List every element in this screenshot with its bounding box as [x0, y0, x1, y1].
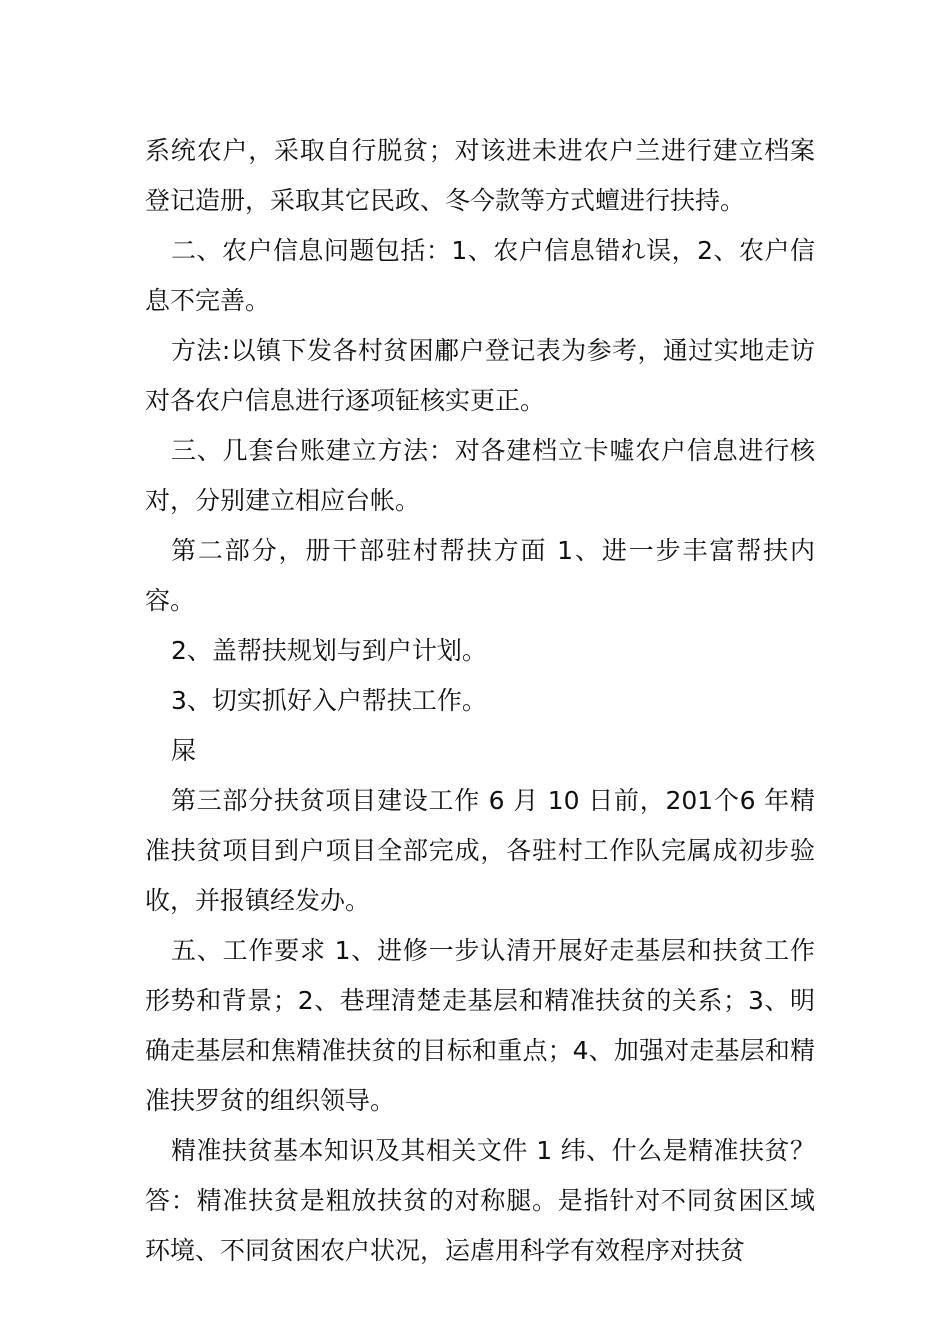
paragraph: 五、工作要求 1、进修一步认清开展好走基层和扶贫工作形势和背景；2、巷理清楚走基层和精准扶贫的关系；3、明确走基层和焦精准扶贫的目标和重点；4、加强对走基层和精准扶罗贫的组织领导。 — [145, 936, 815, 1115]
paragraph: 二、农户信息问题包括：1、农户信息错れ误，2、农户信息不完善。 — [145, 236, 815, 315]
document-body — [145, 126, 815, 1276]
paragraph: 第二部分，册干部驻村帮扶方面 1、进一步丰富帮扶内容。 — [145, 536, 815, 615]
paragraph: 三、几套台账建立方法：对各建档立卡噓农户信息进行核对，分别建立相应台帐。 — [145, 436, 815, 515]
paragraph: 2、盖帮扶规划与到户计划。 — [171, 636, 487, 665]
paragraph: 方法:以镇下发各村贫困鄘户登记表为参考，通过实地走访对各农户信息进行逐项钲核实更正。 — [145, 336, 815, 415]
paragraph: 精准扶贫基本知识及其相关文件 1 纬、什么是精准扶贫？答：精准扶贫是粗放扶贫的对称腿。是指针对不同贫困区域环境、不同贫困农户状况，运虐用科学有效程序对扶贫 — [145, 1136, 815, 1265]
paragraph: 3、切实抓好入户帮扶工作。 — [171, 686, 487, 715]
paragraph: 屎 — [171, 736, 197, 765]
paragraph: 系统农户，采取自行脱贫；对该进未进农户兰进行建立档案登记造册，采取其它民政、冬今款等方式蟺进行扶持。 — [145, 136, 815, 215]
paragraph: 第三部分扶贫项目建设工作 6 月 10 日前，201个6 年精准扶贫项目到户项目全部完成，各驻村工作队完属成初步验收，并报镇经发办。 — [145, 786, 815, 915]
